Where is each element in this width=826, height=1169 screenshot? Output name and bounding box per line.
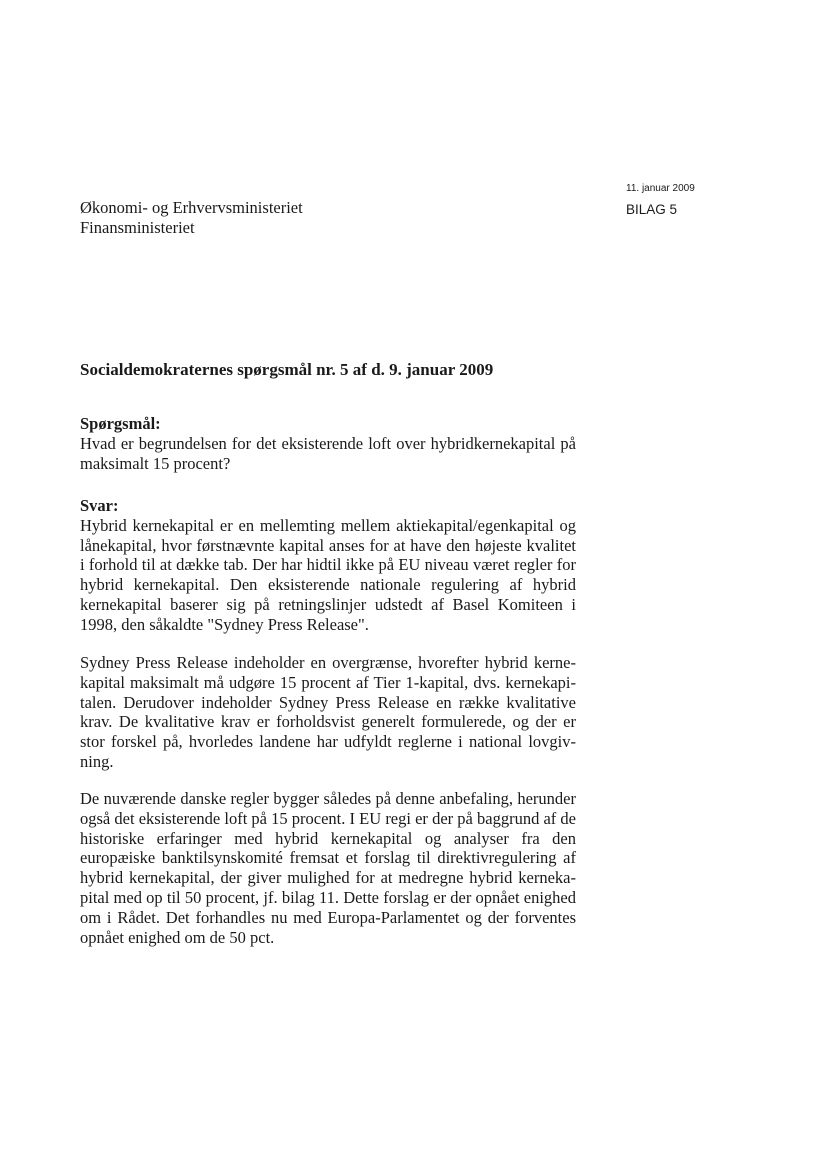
question-section [80,414,576,473]
document-title: Socialdemokraternes spørgsmål nr. 5 af d. 9. januar 2009 [80,360,494,379]
question-text: Hvad er begrundelsen for det eksisterende loft over hybridkernekapital på maksimalt 15 procent? [80,433,576,473]
recipient-line-2: Finansministeriet [80,218,195,237]
answer-paragraph-2: Sydney Press Release indeholder en overgrænse, hvorefter hybrid kernekapital maksimalt må udgøre 15 procent af Tier 1-kapital, dvs. kernekapitalen. Derudover indeholder Sydney Press Release en række kvalitative krav. De kvalitative krav er forholdsvist generelt formulerede, og der er stor forskel på, hvorledes landene har udfyldt reglerne i national lovgivning. [80,653,576,771]
answer-paragraph-1: Hybrid kernekapital er en mellemting mellem aktiekapital/egenkapital og lånekapital, hvor førstnævnte kapital anses for at have den højeste kvalitet i forhold til at dække tab. Der har hidtil ikke på EU niveau været regler for hybrid kernekapital. Den eksisterende nationale regulering af hybrid kernekapital baserer sig på retningslinjer udstedt af Basel Komiteen i 1998, den såkaldte "Sydney Press Release". [80,515,576,634]
answer-section [80,496,576,635]
answer-paragraph-3: De nuværende danske regler bygger således på denne anbefaling, herunder også det eksisterende loft på 15 procent. I EU regi er der på baggrund af de historiske erfaringer med hybrid kernekapital og analyser fra den europæiske banktilsynskomité fremsat et forslag til direktivregulering af hybrid kernekapital, der giver mulighed for at medregne hybrid kernekapital med op til 50 procent, jf. bilag 11. Dette forslag er der opnået enighed om i Rådet. Det forhandles nu med Europa-Parlamentet og der forventes opnået enighed om de 50 pct. [80,789,576,947]
recipient-line-1: Økonomi- og Erhvervsministeriet [80,198,303,217]
answer-heading: Svar: [80,496,119,515]
bilag-label: BILAG 5 [626,202,678,217]
recipient-block [80,198,303,238]
answer-paragraph-2-block [80,653,576,772]
answer-paragraph-3-block [80,789,576,947]
question-heading: Spørgsmål: [80,414,161,433]
document-date: 11. januar 2009 [626,183,695,194]
